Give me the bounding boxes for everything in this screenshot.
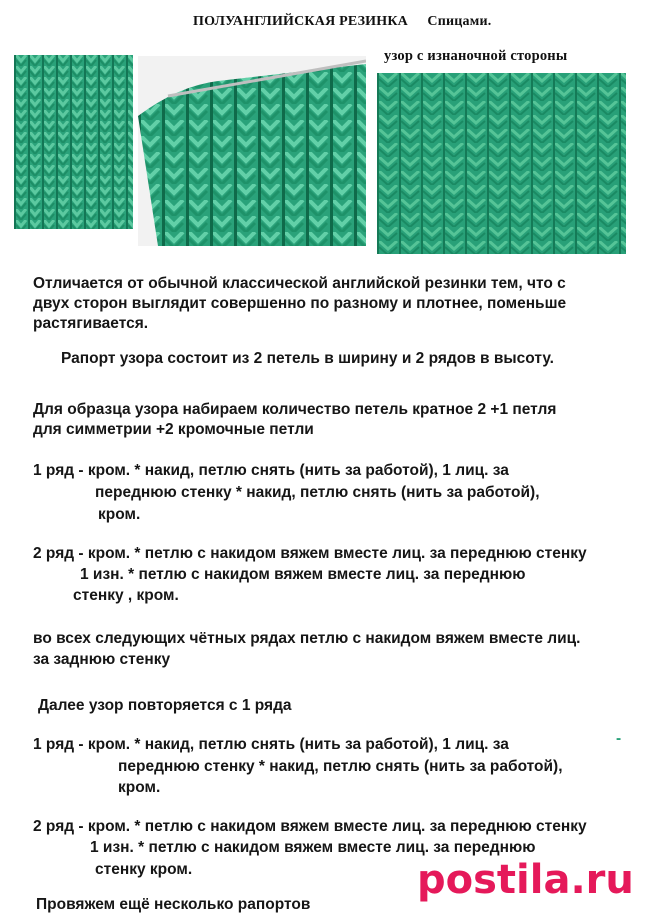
reverse-caption: узор с изнаночной стороны xyxy=(384,48,568,64)
postila-logo-icon xyxy=(417,849,652,909)
watermark-brand: postila.ru xyxy=(417,857,634,903)
intro-line-3: растягивается. xyxy=(33,315,149,332)
repeat-text: Рапорт узора состоит из 2 петель в ширину и 2 рядов в высоту. xyxy=(61,350,554,367)
row1-b-line-2: переднюю стенку * накид, петлю снять (нить за работой), xyxy=(118,758,563,775)
postila-watermark[interactable] xyxy=(417,849,652,909)
row1-b-line-3: кром. xyxy=(118,779,161,796)
row2-b-line-2: 1 изн. * петлю с накидом вяжем вместе лиц. за переднюю xyxy=(90,839,536,856)
row1-b-line-1: 1 ряд - кром. * накид, петлю снять (нить за работой), 1 лиц. за xyxy=(33,736,509,753)
page-title xyxy=(193,14,491,30)
intro-line-1: Отличается от обычной классической английской резинки тем, что с xyxy=(33,275,566,292)
cast-on-line-1: Для образца узора набираем количество петель кратное 2 +1 петля xyxy=(33,401,557,418)
repeat-from: Далее узор повторяется с 1 ряда xyxy=(38,697,292,714)
row1-a-line-2: переднюю стенку * накид, петлю снять (нить за работой), xyxy=(95,484,540,501)
even-rows-line-2: за заднюю стенку xyxy=(33,651,171,668)
even-rows-line-1: во всех следующих чётных рядах петлю с накидом вяжем вместе лиц. xyxy=(33,630,581,647)
row1-a-line-3: кром. xyxy=(98,506,141,523)
row2-b-line-3: стенку кром. xyxy=(95,861,193,878)
photo-front-view xyxy=(14,55,133,229)
cast-on-line-2: для симметрии +2 кромочные петли xyxy=(33,421,314,438)
row2-b-line-1: 2 ряд - кром. * петлю с накидом вяжем вместе лиц. за переднюю стенку xyxy=(33,818,587,835)
intro-line-2: двух сторон выглядит совершенно по разному и плотнее, поменьше xyxy=(33,295,567,312)
row2-a-line-1: 2 ряд - кром. * петлю с накидом вяжем вместе лиц. за переднюю стенку xyxy=(33,545,587,562)
subtitle-text: Спицами. xyxy=(427,14,492,29)
row2-a-line-2: 1 изн. * петлю с накидом вяжем вместе лиц. за переднюю xyxy=(80,566,526,583)
photo-close-up xyxy=(138,56,366,246)
row1-a-line-1: 1 ряд - кром. * накид, петлю снять (нить за работой), 1 лиц. за xyxy=(33,462,509,479)
row2-a-line-3: стенку , кром. xyxy=(73,587,179,604)
photo-reverse-side xyxy=(377,73,626,254)
stray-mark: - xyxy=(616,730,622,747)
closing-text: Провяжем ещё несколько рапортов xyxy=(36,896,311,913)
title-text: ПОЛУАНГЛИЙСКАЯ РЕЗИНКА xyxy=(193,14,408,29)
